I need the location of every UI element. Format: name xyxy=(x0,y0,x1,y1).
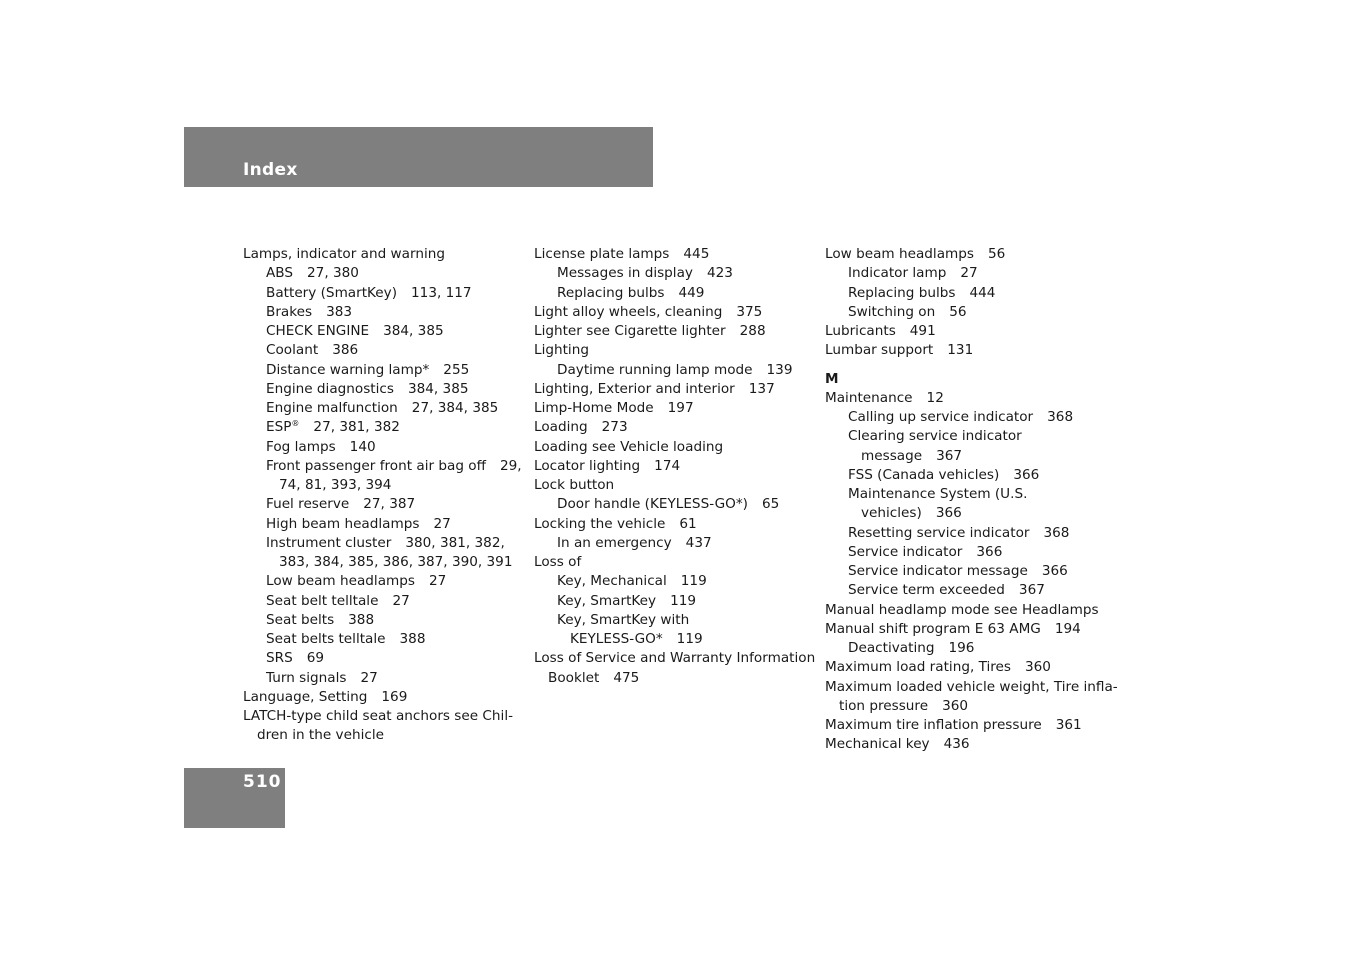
index-entry: Lock button xyxy=(534,477,615,493)
index-subentry: Turn signals 27 xyxy=(266,669,378,686)
index-entry: Lighting xyxy=(534,342,589,359)
index-subentry: Seat belts telltale 388 xyxy=(266,631,426,647)
index-subentry: Resetting service indicator 368 xyxy=(848,524,1070,541)
index-subentry: Distance warning lamp* 255 xyxy=(266,361,470,378)
index-continuation: message 367 xyxy=(861,447,963,464)
index-letter-heading: M xyxy=(825,370,839,387)
index-subentry: In an emergency 437 xyxy=(557,534,712,551)
index-entry: Maintenance 12 xyxy=(825,389,944,406)
index-column-1 xyxy=(243,245,533,746)
index-subentry: Key, Mechanical 119 xyxy=(557,573,707,590)
index-entry: Mechanical key 436 xyxy=(825,736,970,753)
index-entry: Limp-Home Mode 197 xyxy=(534,400,694,416)
index-subentry: Service term exceeded 367 xyxy=(848,582,1045,599)
index-entry: Manual headlamp mode see Headlamps xyxy=(825,601,1099,618)
index-subentry: Switching on 56 xyxy=(848,303,967,320)
page-number: 510 xyxy=(243,772,282,792)
index-continuation: 74, 81, 393, 394 xyxy=(279,477,392,493)
index-subentry: Replacing bulbs 444 xyxy=(848,284,996,301)
index-entry: Locking the vehicle 61 xyxy=(534,515,697,532)
index-subentry: Fuel reserve 27, 387 xyxy=(266,496,416,513)
index-column-2 xyxy=(534,245,824,688)
index-subentry: Clearing service indicator xyxy=(848,428,1022,445)
index-continuation: Booklet 475 xyxy=(548,669,640,686)
index-entry: Manual shift program E 63 AMG 194 xyxy=(825,620,1081,637)
index-subentry: Key, SmartKey with xyxy=(557,611,690,628)
index-subentry: CHECK ENGINE 384, 385 xyxy=(266,323,444,339)
index-subentry: Key, SmartKey 119 xyxy=(557,592,697,609)
index-continuation: dren in the vehicle xyxy=(257,727,384,744)
index-continuation: 383, 384, 385, 386, 387, 390, 391 xyxy=(279,554,513,570)
index-subentry: Low beam headlamps 27 xyxy=(266,573,447,590)
index-entry: Light alloy wheels, cleaning 375 xyxy=(534,303,763,320)
index-subentry: Fog lamps 140 xyxy=(266,438,376,455)
index-subentry: Messages in display 423 xyxy=(557,265,733,282)
index-entry: Language, Setting 169 xyxy=(243,688,408,705)
index-subentry: Maintenance System (U.S. xyxy=(848,486,1028,502)
index-entry: Low beam headlamps 56 xyxy=(825,246,1006,262)
index-entry: Maximum load rating, Tires 360 xyxy=(825,659,1051,676)
index-subentry: Instrument cluster 380, 381, 382, xyxy=(266,534,505,551)
index-subentry: Brakes 383 xyxy=(266,303,353,320)
index-subentry: Replacing bulbs 449 xyxy=(557,284,705,301)
index-subentry: High beam headlamps 27 xyxy=(266,515,451,532)
index-continuation: vehicles) 366 xyxy=(861,505,962,522)
index-entry: Loss of xyxy=(534,554,582,570)
index-subentry: Front passenger front air bag off 29, xyxy=(266,457,522,474)
index-subentry: Seat belt telltale 27 xyxy=(266,592,410,609)
index-subentry: Battery (SmartKey) 113, 117 xyxy=(266,284,472,301)
index-entry: Loading see Vehicle loading xyxy=(534,438,724,455)
page-title: Index xyxy=(243,160,298,180)
index-entry: Lighting, Exterior and interior 137 xyxy=(534,380,775,397)
index-subentry: Service indicator 366 xyxy=(848,543,1003,560)
index-subentry: ABS 27, 380 xyxy=(266,265,359,282)
index-subentry: Door handle (KEYLESS-GO*) 65 xyxy=(557,496,780,513)
index-entry: LATCH-type child seat anchors see Chil- xyxy=(243,708,514,724)
index-subentry: Calling up service indicator 368 xyxy=(848,409,1074,425)
index-entry: Maximum loaded vehicle weight, Tire infla- xyxy=(825,678,1118,695)
index-entry: Lubricants 491 xyxy=(825,323,936,339)
index-subentry: Seat belts 388 xyxy=(266,611,375,628)
index-subentry: Indicator lamp 27 xyxy=(848,265,978,282)
index-subentry: Service indicator message 366 xyxy=(848,563,1068,579)
index-entry: Lighter see Cigarette lighter 288 xyxy=(534,323,766,339)
index-entry: Lamps, indicator and warning xyxy=(243,246,445,262)
index-entry: License plate lamps 445 xyxy=(534,246,710,262)
index-subentry: Engine diagnostics 384, 385 xyxy=(266,380,469,397)
index-subentry: ESP® 27, 381, 382 xyxy=(266,419,400,436)
index-subentry: Deactivating 196 xyxy=(848,640,975,656)
index-subentry: FSS (Canada vehicles) 366 xyxy=(848,466,1040,483)
index-entry: Locator lighting 174 xyxy=(534,457,681,474)
index-column-3 xyxy=(825,245,1118,755)
index-continuation: KEYLESS-GO* 119 xyxy=(570,631,703,647)
index-entry: Maximum tire inflation pressure 361 xyxy=(825,717,1082,733)
index-entry: Loss of Service and Warranty Information xyxy=(534,650,816,667)
index-subentry: Engine malfunction 27, 384, 385 xyxy=(266,400,499,416)
index-subentry: Daytime running lamp mode 139 xyxy=(557,361,793,378)
index-entry: Loading 273 xyxy=(534,419,628,436)
index-entry: Lumbar support 131 xyxy=(825,342,974,359)
index-subentry: Coolant 386 xyxy=(266,342,359,359)
index-continuation: tion pressure 360 xyxy=(839,697,969,714)
index-subentry: SRS 69 xyxy=(266,650,325,667)
